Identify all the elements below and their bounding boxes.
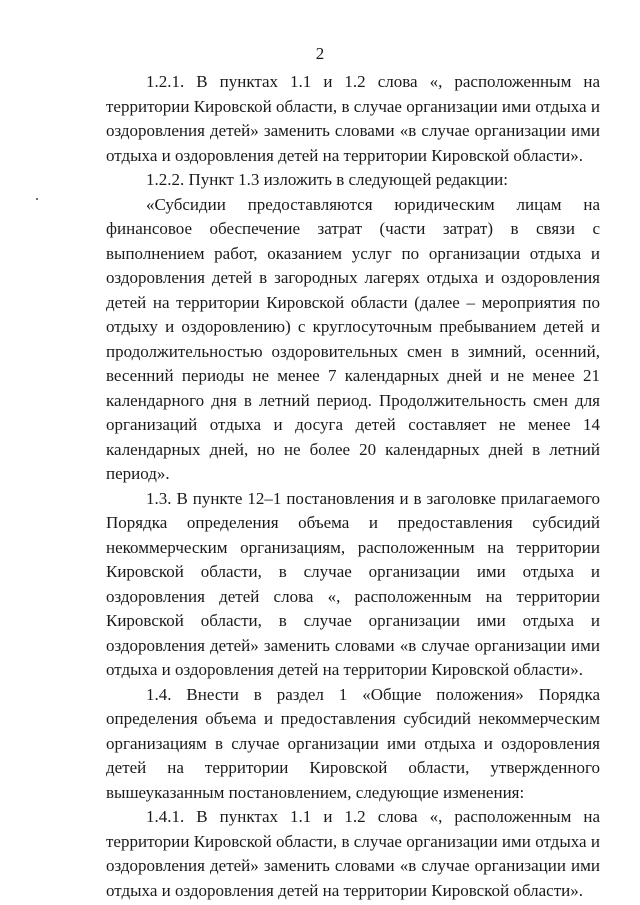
paragraph-1-4: 1.4. Внести в раздел 1 «Общие положения» Порядка определения объема и предоставления субсидий некоммерческим организациям в случае организации ими отдыха и оздоровления детей на территории Кировской области, утвержденного вышеуказанным постановлением, следующие изменения: (106, 684, 600, 802)
paragraph-1-2-1: 1.2.1. В пунктах 1.1 и 1.2 слова «, расположенным на территории Кировской области, в случае организации ими отдыха и оздоровления детей» заменить словами «в случае организации ими отдыха и оздоровления детей на территории Кировской области». (106, 72, 600, 165)
document-body (106, 70, 600, 903)
paragraph-1-3: 1.3. В пункте 12–1 постановления и в заголовке прилагаемого Порядка определения объема и предоставления субсидий некоммерческим организациям, расположенным на территории Кировской области, в случае организации ими отдыха и оздоровления детей слова «, расположенным на территории Кировской области, в случае организации ими отдыха и оздоровления детей» заменить словами «в случае организации ими отдыха и оздоровления детей на территории Кировской области». (106, 488, 600, 679)
paragraph-quoted-text: «Субсидии предоставляются юридическим лицам на финансовое обеспечение затрат (части затрат) в связи с выполнением работ, оказанием услуг по организации отдыха и оздоровления детей в загородных лагерях отдыха и оздоровления детей на территории Кировской области (далее – мероприятия по отдыху и оздоровлению) с круглосуточным пребыванием детей и продолжительностью оздоровительных смен в зимний, осенний, весенний периоды не менее 7 календарных дней и не менее 21 календарного дня в летний период. Продолжительность смен для организаций отдыха и досуга детей составляет не менее 14 календарных дней, но не более 20 календарных дней в летний период». (106, 194, 600, 483)
paragraph-1-4-1: 1.4.1. В пунктах 1.1 и 1.2 слова «, расположенным на территории Кировской области, в случае организации ими отдыха и оздоровления детей» заменить словами «в случае организации ими отдыха и оздоровления детей на территории Кировской области». (106, 807, 600, 900)
paragraph-1-2-2: 1.2.2. Пункт 1.3 изложить в следующей редакции: (146, 170, 508, 189)
page-number: 2 (315, 44, 325, 63)
scan-speck (36, 198, 38, 200)
